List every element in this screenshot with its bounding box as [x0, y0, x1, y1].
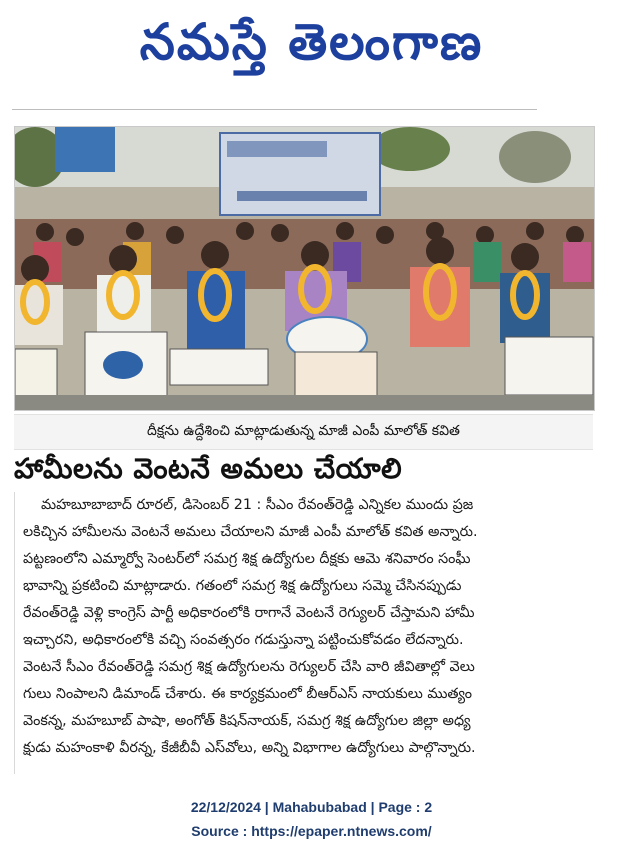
article-line: వెంటనే సీఎం రేవంత్‌రెడ్డి సమగ్ర శిక్ష ఉద్యోగులను రెగ్యులర్ చేసి వారి జీవితాల్లో వెలు — [23, 659, 475, 675]
article-line: వెంకన్న, మహబూబ్ పాషా, అంగోత్ కిషన్‌నాయక్, సమగ్ర శిక్ష ఉద్యోగుల జిల్లా అధ్య — [23, 713, 471, 729]
edition-info — [0, 799, 623, 815]
protest-photo-illustration — [15, 127, 594, 410]
photo-caption — [14, 414, 593, 450]
article-body — [14, 492, 598, 774]
source-label: Source : — [191, 823, 252, 839]
edition-place: Mahabubabad — [272, 799, 367, 815]
article-line: భావాన్ని ప్రకటించి మాట్లాడారు. గతంలో సమగ్ర శిక్ష ఉద్యోగులు సమ్మె చేసినప్పుడు — [23, 578, 462, 594]
divider — [12, 109, 537, 110]
source-link[interactable]: https://epaper.ntnews.com/ — [251, 823, 432, 839]
article-line: మహబూబాబాద్ రూరల్, డిసెంబర్ 21 : సీఎం రేవంత్‌రెడ్డి ఎన్నికల ముందు ప్రజ — [41, 497, 474, 513]
page-label: Page : — [378, 799, 425, 815]
page-number: 2 — [424, 799, 433, 815]
headline-text: హామీలను వెంటనే అమలు చేయాలి — [14, 452, 403, 485]
article-line: లకిచ్చిన హామీలను వెంటనే అమలు చేయాలని మాజీ ఎంపీ మాలోత్ కవిత అన్నారు. — [23, 524, 478, 540]
news-photo — [14, 126, 595, 411]
newspaper-title: నమస్తే తెలంగాణ — [139, 13, 484, 71]
article-line: రేవంత్‌రెడ్డి వెళ్లి కాంగ్రెస్ పార్టీ అధికారంలోకి రాగానే వెంటనే రెగ్యులర్ చేస్తామని హామీ — [23, 605, 475, 621]
separator: | — [260, 799, 273, 815]
article-line: గులు నింపాలని డిమాండ్ చేశారు. ఈ కార్యక్రమంలో బీఆర్‌ఎస్ నాయకులు ముత్యం — [23, 686, 472, 702]
article-headline — [14, 452, 598, 492]
source-line — [0, 823, 623, 839]
masthead — [0, 6, 623, 78]
photo-caption-text: దీక్షను ఉద్దేశించి మాట్లాడుతున్న మాజీ ఎంపీ మాలోత్ కవిత — [147, 422, 460, 439]
edition-date: 22/12/2024 — [190, 799, 261, 815]
article-line: ఇచ్చారని, అధికారంలోకి వచ్చి సంవత్సరం గడుస్తున్నా పట్టించుకోవడం లేదన్నారు. — [23, 632, 464, 648]
article-line: పట్టణంలోని ఎమ్మార్వో సెంటర్‌లో సమగ్ర శిక్ష ఉద్యోగుల దీక్షకు ఆమె శనివారం సంఘీ — [23, 551, 471, 567]
article-line: క్షుడు మహంకాళి వీరన్న, కేజీబీవీ ఎస్‌వోలు, అన్ని విభాగాల ఉద్యోగులు పాల్గొన్నారు. — [23, 740, 476, 756]
separator: | — [366, 799, 379, 815]
